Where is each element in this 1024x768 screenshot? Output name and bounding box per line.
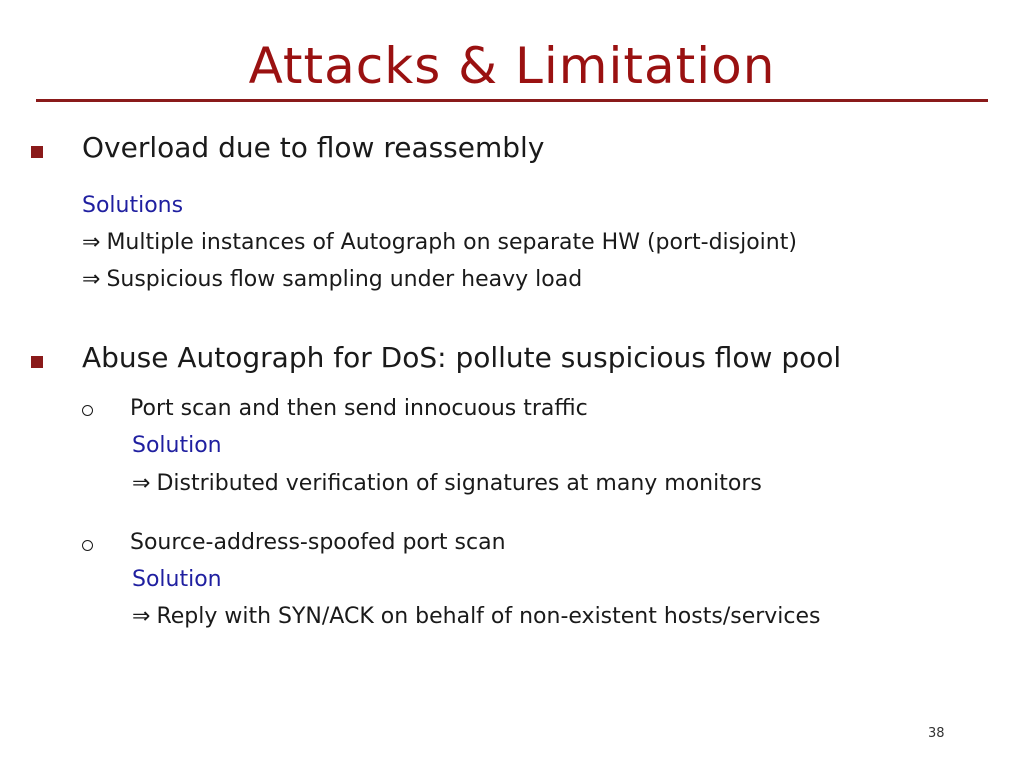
solution-item (82, 267, 582, 292)
bullet-overload: Overload due to flow reassembly (82, 131, 545, 164)
solution-item (132, 604, 821, 629)
solution-label: Solution (132, 567, 222, 592)
solution-text: Distributed verification of signatures at many monitors (156, 471, 762, 496)
solution-item (82, 230, 797, 255)
solutions-label: Solutions (82, 193, 184, 218)
implies-arrow-icon: ⇒ (82, 267, 101, 292)
sub-item-port-scan: Port scan and then send innocuous traffic (130, 396, 588, 421)
bullet-abuse-dos: Abuse Autograph for DoS: pollute suspicious flow pool (82, 341, 842, 374)
title-underline (36, 99, 988, 102)
solution-text: Reply with SYN/ACK on behalf of non-existent hosts/services (156, 604, 821, 629)
implies-arrow-icon: ⇒ (82, 230, 101, 255)
sub-item-spoofed-scan: Source-address-spoofed port scan (130, 530, 506, 555)
circle-bullet-icon (82, 540, 93, 551)
solution-text: Multiple instances of Autograph on separate HW (port-disjoint) (106, 230, 797, 255)
solution-label: Solution (132, 433, 222, 458)
slide-title: Attacks & Limitation (248, 37, 776, 95)
implies-arrow-icon: ⇒ (132, 471, 151, 496)
square-bullet-icon (31, 146, 43, 158)
implies-arrow-icon: ⇒ (132, 604, 151, 629)
circle-bullet-icon (82, 405, 93, 416)
solution-text: Suspicious flow sampling under heavy load (106, 267, 583, 292)
solution-item (132, 471, 762, 496)
page-number: 38 (928, 726, 945, 741)
square-bullet-icon (31, 356, 43, 368)
